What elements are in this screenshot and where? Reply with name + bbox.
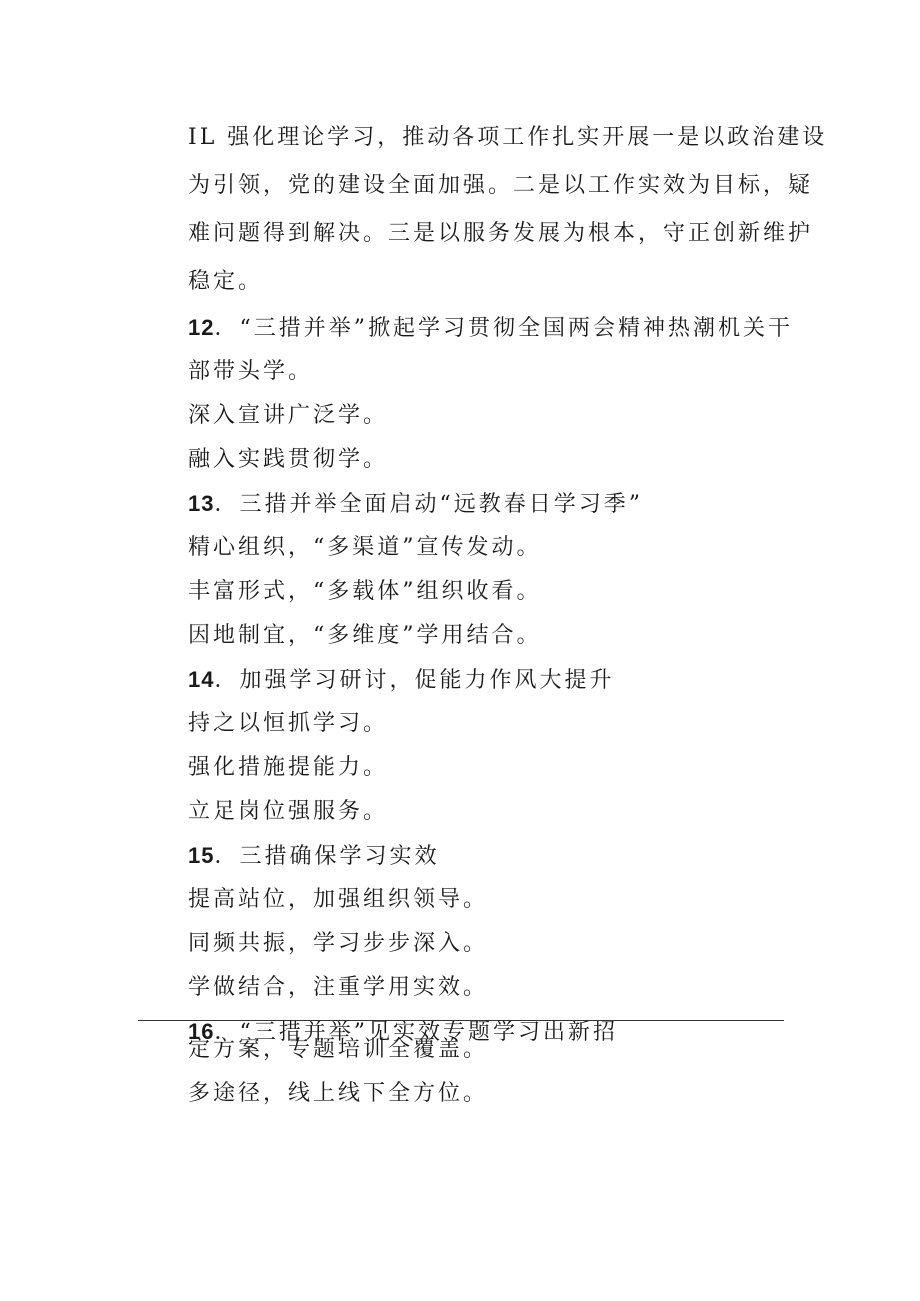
list-item: 定方案，专题培训全覆盖。 (188, 1037, 489, 1062)
section-14-heading (188, 658, 788, 702)
list-item: 强化措施提能力。 (188, 755, 389, 780)
intro-line: 稳定。 (188, 269, 264, 294)
heading-line (188, 306, 793, 350)
intro-paragraph (188, 114, 828, 306)
list-item: 融入实践贯彻学。 (188, 447, 389, 472)
list-item: 深入宣讲广泛学。 (188, 403, 389, 428)
list-item: 立足岗位强服务。 (188, 799, 389, 824)
section-number: 13 (188, 491, 215, 516)
section-title: ．加强学习研讨，促能力作风大提升 (214, 668, 615, 693)
page-break-rule (138, 1020, 784, 1021)
section-title: ．三措确保学习实效 (214, 844, 440, 869)
section-title: ．“三措并举”见实效专题学习出新招 (214, 1020, 618, 1045)
section-15-heading (188, 834, 788, 878)
document-body-continued (188, 1028, 788, 1116)
heading-line (188, 482, 788, 526)
intro-line: 为引领，党的建设全面加强。二是以工作实效为目标，疑 (188, 173, 814, 198)
list-item: 学做结合，注重学用实效。 (188, 975, 489, 1000)
section-12-heading (188, 306, 793, 394)
section-13-heading (188, 482, 788, 526)
section-number: 14 (188, 667, 215, 692)
section-title: ．三措并举全面启动“远教春日学习季” (214, 492, 643, 517)
heading-line (188, 834, 788, 878)
list-item: 同频共振，学习步步深入。 (188, 931, 489, 956)
section-number: 12 (188, 315, 215, 340)
section-number: 16 (188, 1019, 215, 1044)
list-item: 多途径，线上线下全方位。 (188, 1081, 489, 1106)
section-number: 15 (188, 843, 215, 868)
section-title: ．“三措并举”掀起学习贯彻全国两会精神热潮机关干 (214, 316, 793, 341)
list-item: 因地制宜，“多维度”学用结合。 (188, 623, 542, 648)
document-body (188, 114, 828, 1054)
heading-line (188, 658, 788, 702)
list-item: 精心组织，“多渠道”宣传发动。 (188, 535, 542, 560)
heading-line: 部带头学。 (188, 359, 314, 384)
list-item: 持之以恒抓学习。 (188, 711, 389, 736)
list-item: 提高站位，加强组织领导。 (188, 887, 489, 912)
list-item: 丰富形式，“多载体”组织收看。 (188, 579, 542, 604)
intro-line: 难问题得到解决。三是以服务发展为根本，守正创新维护 (188, 221, 814, 246)
intro-line: IL 强化理论学习，推动各项工作扎实开展一是以政治建设 (188, 125, 828, 150)
